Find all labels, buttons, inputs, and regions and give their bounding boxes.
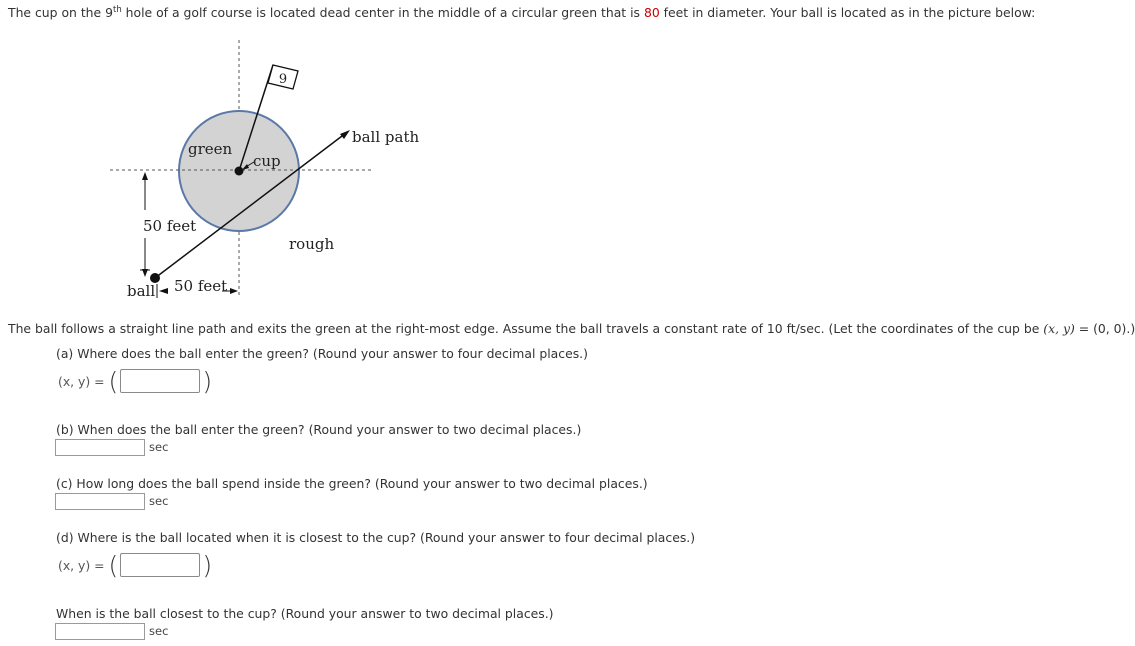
- golf-diagram: [0, 0, 1108, 320]
- question-b: (b) When does the ball enter the green? (Round your answer to two decimal places.): [56, 422, 582, 437]
- ball-path-arrowhead: [340, 130, 350, 139]
- problem-paragraph: [8, 321, 1135, 336]
- coord-label-a: (x, y) =: [58, 373, 105, 389]
- question-e: When is the ball closest to the cup? (Round your answer to two decimal places.): [56, 606, 554, 621]
- answer-e-row: [55, 623, 168, 640]
- sec-label-b: sec: [149, 440, 169, 454]
- sec-label-c: sec: [149, 494, 169, 508]
- answer-c-input[interactable]: [55, 493, 145, 510]
- answer-a-row: [58, 366, 212, 396]
- answer-e-input[interactable]: [55, 623, 145, 640]
- open-paren-a: (: [108, 366, 119, 396]
- horizontal-dim-arrow-left: [159, 288, 168, 294]
- close-paren-a: ): [202, 366, 213, 396]
- ball-path-label: ball path: [352, 128, 420, 146]
- answer-d-input[interactable]: [120, 553, 200, 577]
- green-label: green: [188, 140, 233, 158]
- intro-text-3: feet in diameter. Your ball is located as in the picture below:: [659, 5, 1036, 21]
- cup-dot: [235, 167, 244, 176]
- ball-label: ball: [127, 282, 156, 300]
- sec-label-e: sec: [149, 624, 169, 638]
- vertical-dim-label: 50 feet: [143, 217, 197, 235]
- answer-c-row: [55, 493, 168, 510]
- green-diameter-value: 80: [643, 5, 660, 21]
- vertical-dim-arrow-up: [142, 172, 148, 180]
- intro-superscript: th: [112, 5, 122, 15]
- answer-b-row: [55, 439, 168, 456]
- close-paren-d: ): [202, 550, 213, 580]
- answer-d-row: [58, 550, 212, 580]
- horizontal-dim-arrow-right: [230, 288, 238, 294]
- answer-a-input[interactable]: [120, 369, 200, 393]
- paragraph-coords: (x, y): [1043, 321, 1075, 336]
- question-c: (c) How long does the ball spend inside the green? (Round your answer to two decimal places.): [56, 476, 648, 491]
- horizontal-dim-label: 50 feet: [174, 277, 228, 295]
- paragraph-text-1: The ball follows a straight line path and exits the green at the right-most edge. Assume the ball travels a constant rate of 10 ft/sec. (Let the coordinates of the cup be: [8, 321, 1044, 336]
- coord-label-d: (x, y) =: [58, 557, 105, 573]
- intro-text-2: hole of a golf course is located dead center in the middle of a circular green that is: [121, 5, 644, 21]
- question-a: (a) Where does the ball enter the green? (Round your answer to four decimal places.): [56, 346, 588, 361]
- paragraph-text-2: = (0, 0).): [1074, 321, 1135, 336]
- answer-b-input[interactable]: [55, 439, 145, 456]
- cup-label: cup: [253, 152, 281, 170]
- question-d: (d) Where is the ball located when it is closest to the cup? (Round your answer to four decimal places.): [56, 530, 696, 545]
- open-paren-d: (: [108, 550, 119, 580]
- rough-label: rough: [289, 235, 335, 253]
- flag-number: 9: [278, 72, 288, 87]
- intro-text-1: The cup on the 9: [8, 5, 113, 21]
